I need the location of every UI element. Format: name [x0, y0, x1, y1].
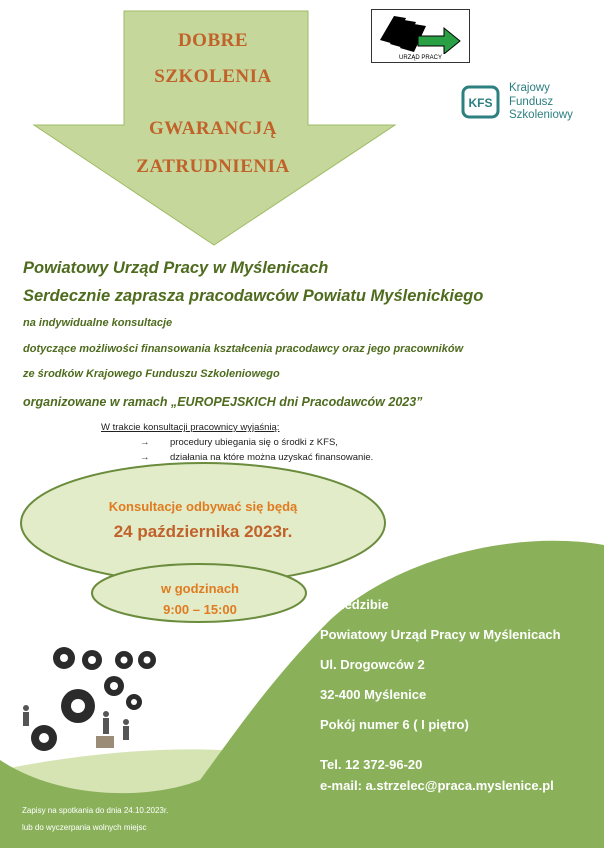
gear-icon [138, 651, 156, 669]
down-arrow-shape [0, 0, 604, 260]
arrow-line-3: GWARANCJĄ [149, 118, 277, 139]
venue-email[interactable]: e-mail: a.strzelec@praca.myslenice.pl [320, 778, 554, 793]
invite-text: Serdecznie zaprasza pracodawców Powiatu Myślenickiego [23, 287, 484, 305]
consult-date: 24 października 2023r. [113, 522, 293, 541]
venue-line-2: Powiatowy Urząd Pracy w Myślenicach [320, 627, 561, 642]
intro-line-1: na indywidualne konsultacje [23, 317, 173, 329]
venue-line-4: 32-400 Myślenice [320, 687, 427, 702]
consult-item-text: działania na które można uzyskać finansowanie. [170, 452, 374, 463]
consult-date-label: Konsultacje odbywać się będą [108, 499, 298, 514]
kfs-line-1: Krajowy [509, 82, 550, 94]
consult-item-text: procedury ubiegania się o środki z KFS, [170, 437, 338, 448]
kfs-logo-icon [461, 85, 501, 119]
footer-line-1: Zapisy na spotkania do dnia 24.10.2023r. [22, 806, 169, 815]
kfs-line-2: Fundusz [509, 95, 554, 108]
venue-phone: Tel. 12 372-96-20 [320, 757, 423, 772]
arrow-line-4: ZATRUDNIENIA [136, 156, 290, 177]
kfs-name [509, 82, 573, 123]
gear-icon [104, 676, 124, 696]
org-name: Powiatowy Urząd Pracy w Myślenicach [23, 259, 329, 277]
kfs-abbrev: KFS [468, 96, 493, 110]
person-icon [123, 719, 129, 740]
intro-line-4: organizowane w ramach „EUROPEJSKICH dni Pracodawców 2023” [23, 395, 423, 409]
hours-label: w godzinach [161, 581, 239, 596]
gear-icon [82, 650, 102, 670]
urzad-pracy-caption: URZĄD PRACY [398, 55, 442, 61]
arrow-right-icon: → [140, 437, 150, 448]
arrow-line-1: DOBRE [177, 30, 249, 51]
hours-value: 9:00 – 15:00 [163, 602, 237, 617]
consult-header: W trakcie konsultacji pracownicy wyjaśnią: [101, 422, 280, 433]
gear-icon [53, 647, 75, 669]
arrow-right-icon: → [140, 452, 150, 463]
intro-line-2: dotyczące możliwości finansowania kształcenia pracodawcy oraz jego pracowników [23, 343, 464, 355]
gear-icon [31, 725, 57, 751]
intro-line-3: ze środków Krajowego Funduszu Szkoleniowego [23, 368, 280, 380]
urzad-pracy-logo [371, 9, 470, 63]
venue-line-3: Ul. Drogowców 2 [320, 657, 425, 672]
gears-people-illustration [14, 640, 174, 760]
footer-line-2: lub do wyczerpania wolnych miejsc [22, 823, 147, 832]
gear-icon [61, 689, 95, 723]
kfs-line-3: Szkoleniowy [509, 109, 573, 121]
person-icon [23, 705, 29, 726]
consult-item [140, 437, 338, 448]
arrow-line-2: SZKOLENIA [154, 66, 272, 87]
venue-line-1: w siedzibie [320, 597, 389, 612]
venue-line-5: Pokój numer 6 ( I piętro) [320, 717, 469, 732]
person-icon [103, 711, 109, 734]
urzad-pracy-logo-icon [372, 10, 469, 54]
gear-icon [115, 651, 133, 669]
gear-icon [126, 694, 142, 710]
box-block [96, 736, 114, 748]
